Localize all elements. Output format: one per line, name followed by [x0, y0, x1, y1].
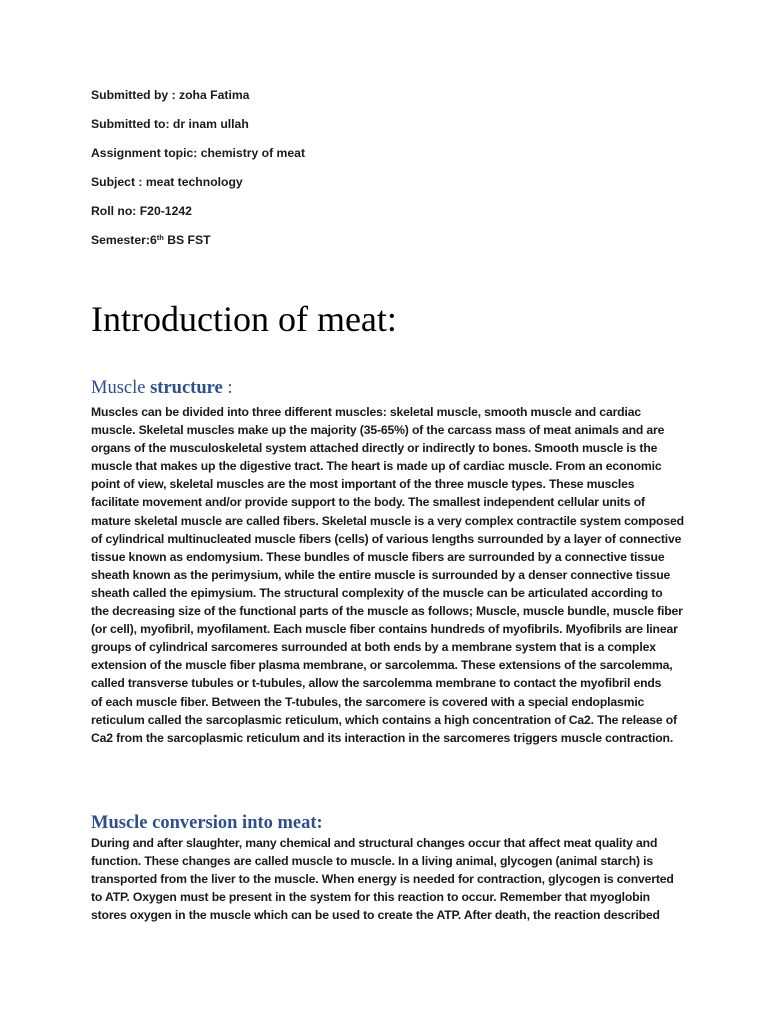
text-line: organs of the musculoskeletal system attached directly or indirectly to bones. Smooth muscle is the — [91, 441, 658, 456]
text-line: groups of cylindrical sarcomeres surrounded at both ends by a membrane system that is a complex — [91, 640, 656, 655]
subject: Subject : meat technology — [91, 175, 243, 189]
muscle-conversion-heading: Muscle conversion into meat: — [91, 813, 323, 833]
text-line: transported from the liver to the muscle. When energy is needed for contraction, glycogen is converted — [91, 872, 674, 887]
submitted-to: Submitted to: dr inam ullah — [91, 117, 249, 131]
text-line: of each muscle fiber. Between the T-tubules, the sarcomere is covered with a special endoplasmic — [91, 694, 645, 709]
text-line: sheath known as the perimysium, while the entire muscle is surrounded by a denser connective tissue — [91, 567, 671, 582]
text-line: Ca2 from the sarcoplasmic reticulum and its interaction in the sarcomeres triggers muscle contraction. — [91, 730, 674, 745]
roll-no: Roll no: F20-1242 — [91, 204, 192, 218]
semester — [91, 233, 691, 247]
text-line: function. These changes are called muscle to muscle. In a living animal, glycogen (animal starch) is — [91, 854, 654, 869]
semester-suffix: BS FST — [163, 233, 211, 247]
semester-prefix: Semester:6 — [91, 233, 157, 247]
text-line: of cylindrical multinucleated muscle fibers (cells) of various lengths surrounded by a layer of connective — [91, 531, 682, 546]
text-line: During and after slaughter, many chemical and structural changes occur that affect meat quality and — [91, 836, 658, 850]
text-line: stores oxygen in the muscle which can be used to create the ATP. After death, the reaction described — [91, 908, 660, 923]
heading-regular: Muscle — [91, 378, 151, 398]
text-line: the decreasing size of the functional parts of the muscle as follows; Muscle, muscle bundle, muscle fiber — [91, 604, 683, 619]
muscle-conversion-paragraph — [91, 834, 691, 924]
heading-tail: : — [222, 378, 233, 398]
text-line: muscle that makes up the digestive tract. The heart is made up of cardiac muscle. From an economic — [91, 459, 662, 474]
assignment-topic: Assignment topic: chemistry of meat — [91, 146, 306, 160]
text-line: reticulum called the sarcoplasmic reticulum, which contains a high concentration of Ca2. The release of — [91, 712, 677, 727]
text-line: point of view, skeletal muscles are the most important of the three muscle types. These muscles — [91, 477, 635, 492]
text-line: called transverse tubules or t-tubules, allow the sarcolemma membrane to contact the myofibril ends — [91, 676, 662, 691]
text-line: to ATP. Oxygen must be present in the system for this reaction to occur. Remember that myoglobin — [91, 890, 650, 905]
text-line: sheath called the epimysium. The structural complexity of the muscle can be articulated according to — [91, 585, 663, 600]
introduction-title: Introduction of meat: — [91, 299, 397, 339]
text-line: extension of the muscle fiber plasma membrane, or sarcolemma. These extensions of the sarcolemma, — [91, 658, 673, 673]
heading-bold: structure — [150, 378, 223, 398]
text-line: tissue known as endomysium. These bundles of muscle fibers are surrounded by a connective tissue — [91, 549, 665, 564]
text-line: mature skeletal muscle are called fibers. Skeletal muscle is a very complex contractile system composed — [91, 513, 684, 528]
text-line: Muscles can be divided into three different muscles: skeletal muscle, smooth muscle and cardiac — [91, 405, 641, 419]
text-line: (or cell), myofibril, myofilament. Each muscle fiber contains hundreds of myofibrils. Myofibrils are linear — [91, 622, 678, 637]
text-line: facilitate movement and/or provide support to the body. The smallest independent cellular units of — [91, 495, 645, 510]
submitted-by: Submitted by : zoha Fatima — [91, 88, 250, 102]
muscle-structure-paragraph — [91, 403, 691, 747]
text-line: muscle. Skeletal muscles make up the majority (35-65%) of the carcass mass of meat animals and are — [91, 423, 665, 438]
submission-details — [91, 88, 691, 262]
semester-ordinal: th — [156, 233, 164, 242]
muscle-structure-heading — [91, 377, 232, 399]
